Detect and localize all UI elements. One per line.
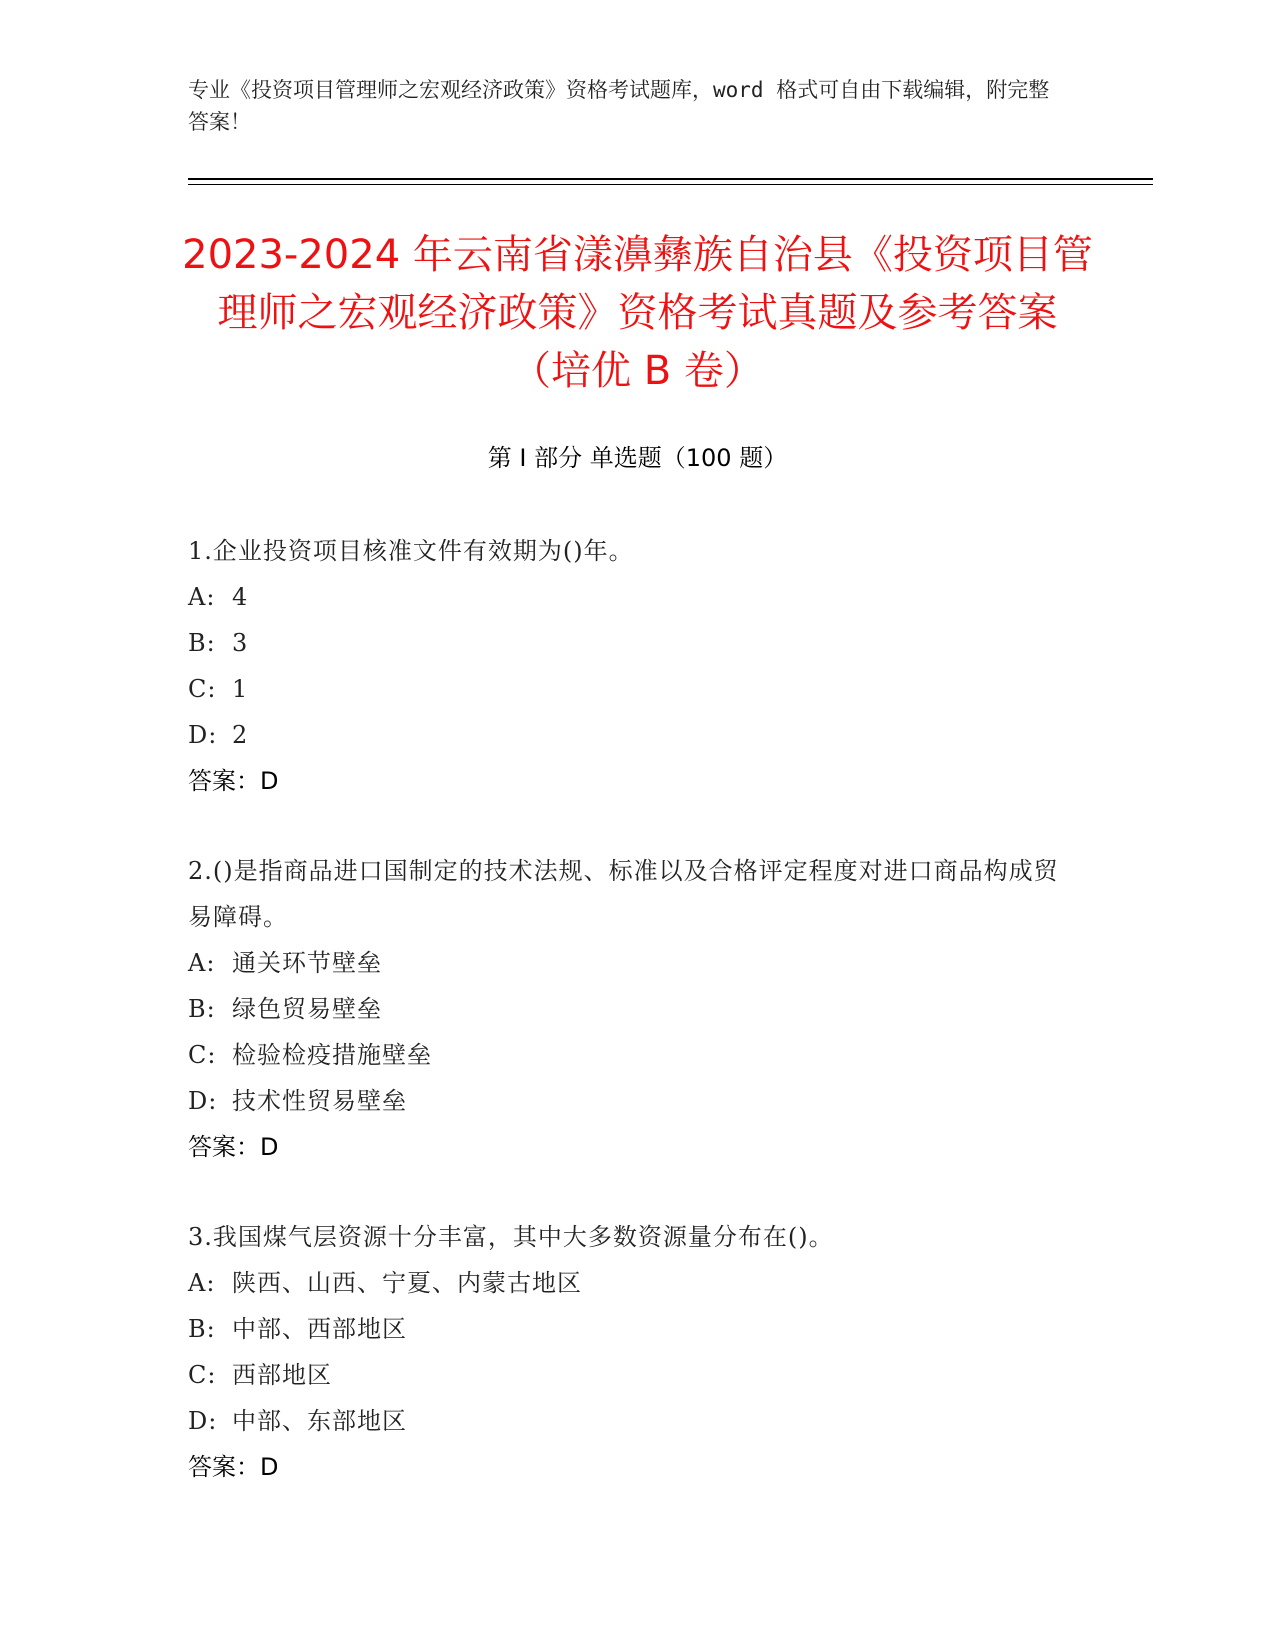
option-text: 技术性贸易壁垒 bbox=[232, 1087, 407, 1115]
option-text: 2 bbox=[232, 721, 249, 749]
option-letter: B: bbox=[188, 629, 216, 657]
option-a bbox=[188, 940, 1068, 986]
option-letter: C: bbox=[188, 1361, 217, 1389]
question-3 bbox=[188, 1214, 1068, 1490]
header-divider-thick bbox=[188, 178, 1153, 180]
answer-line: 答案：D bbox=[188, 1453, 279, 1481]
option-text: 检验检疫措施壁垒 bbox=[232, 1041, 432, 1069]
question-stem: 2.()是指商品进口国制定的技术法规、标准以及合格评定程度对进口商品构成贸易障碍。 bbox=[188, 857, 1059, 931]
option-letter: B: bbox=[188, 1315, 216, 1343]
option-text: 中部、东部地区 bbox=[232, 1407, 407, 1435]
option-letter: D: bbox=[188, 721, 218, 749]
option-text: 4 bbox=[232, 583, 249, 611]
option-d bbox=[188, 712, 1068, 758]
option-text: 陕西、山西、宁夏、内蒙古地区 bbox=[232, 1269, 582, 1297]
option-a bbox=[188, 1260, 1068, 1306]
option-text: 西部地区 bbox=[232, 1361, 332, 1389]
option-letter: D: bbox=[188, 1407, 218, 1435]
section-heading: 第 I 部分 单选题（100 题） bbox=[487, 444, 788, 472]
option-b bbox=[188, 986, 1068, 1032]
option-letter: D: bbox=[188, 1087, 218, 1115]
option-letter: C: bbox=[188, 1041, 217, 1069]
answer-line: 答案：D bbox=[188, 767, 279, 795]
option-letter: B: bbox=[188, 995, 216, 1023]
header-note: 专业《投资项目管理师之宏观经济政策》资格考试题库，word 格式可自由下载编辑，附完整答案！ bbox=[188, 78, 1050, 134]
option-c bbox=[188, 666, 1068, 712]
document-title: 2023-2024 年云南省漾濞彝族自治县《投资项目管理师之宏观经济政策》资格考试真题及参考答案（培优 B 卷） bbox=[182, 232, 1093, 394]
option-a bbox=[188, 574, 1068, 620]
option-text: 绿色贸易壁垒 bbox=[232, 995, 382, 1023]
option-b bbox=[188, 620, 1068, 666]
option-text: 通关环节壁垒 bbox=[232, 949, 382, 977]
option-c bbox=[188, 1352, 1068, 1398]
question-stem: 1.企业投资项目核准文件有效期为()年。 bbox=[188, 537, 634, 565]
question-1 bbox=[188, 528, 1068, 804]
option-c bbox=[188, 1032, 1068, 1078]
option-d bbox=[188, 1078, 1068, 1124]
question-2 bbox=[188, 848, 1068, 1170]
question-list bbox=[188, 528, 1068, 1534]
option-d bbox=[188, 1398, 1068, 1444]
option-letter: A: bbox=[188, 949, 216, 977]
question-stem: 3.我国煤气层资源十分丰富，其中大多数资源量分布在()。 bbox=[188, 1223, 834, 1251]
header-divider-thin bbox=[188, 184, 1153, 185]
answer-line: 答案：D bbox=[188, 1133, 279, 1161]
option-text: 3 bbox=[232, 629, 249, 657]
option-letter: A: bbox=[188, 1269, 216, 1297]
option-b bbox=[188, 1306, 1068, 1352]
option-letter: A: bbox=[188, 583, 216, 611]
option-text: 1 bbox=[232, 675, 249, 703]
option-text: 中部、西部地区 bbox=[232, 1315, 407, 1343]
option-letter: C: bbox=[188, 675, 217, 703]
